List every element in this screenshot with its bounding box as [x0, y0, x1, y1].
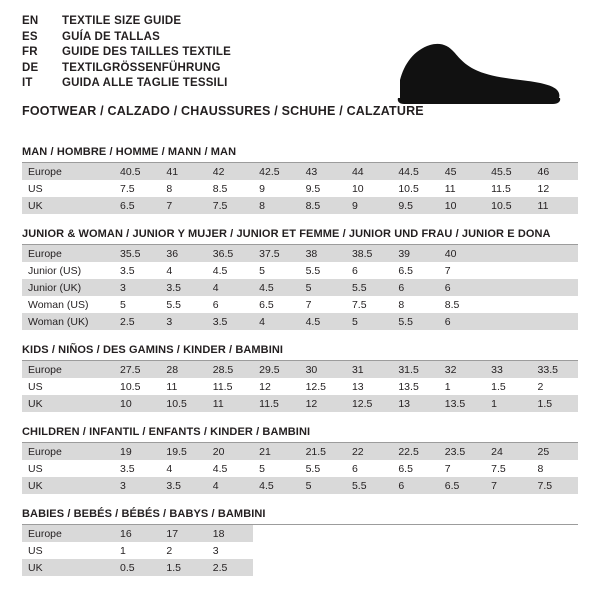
row-label: Junior (US) — [22, 262, 114, 279]
cell: 10 — [439, 197, 485, 214]
cell: 30 — [300, 361, 346, 378]
cell: 2.5 — [114, 313, 160, 330]
cell: 43 — [300, 163, 346, 180]
size-table-man — [22, 163, 578, 214]
cell: 6 — [207, 296, 253, 313]
cell: 8 — [253, 197, 299, 214]
table-row — [22, 477, 578, 494]
cell: 28 — [160, 361, 206, 378]
cell-empty — [300, 542, 346, 559]
block-title: BABIES / BEBÉS / BÉBÉS / BABYS / BAMBINI — [22, 508, 578, 525]
cell: 7.5 — [485, 460, 531, 477]
cell: 28.5 — [207, 361, 253, 378]
cell: 44 — [346, 163, 392, 180]
cell-empty — [346, 525, 392, 542]
cell-empty — [439, 525, 485, 542]
row-label: Europe — [22, 525, 114, 542]
table-row — [22, 313, 578, 330]
language-code: DE — [22, 61, 39, 74]
cell: 10.5 — [392, 180, 438, 197]
row-label: Europe — [22, 443, 114, 460]
size-table-body — [22, 245, 578, 330]
table-row — [22, 262, 578, 279]
cell: 7.5 — [532, 477, 578, 494]
cell: 6.5 — [253, 296, 299, 313]
cell: 7 — [439, 460, 485, 477]
row-label: Junior (UK) — [22, 279, 114, 296]
cell: 37.5 — [253, 245, 299, 262]
size-blocks — [22, 146, 578, 576]
cell: 11 — [532, 197, 578, 214]
cell: 33.5 — [532, 361, 578, 378]
row-label: US — [22, 180, 114, 197]
cell: 1.5 — [532, 395, 578, 412]
cell: 6.5 — [439, 477, 485, 494]
table-row — [22, 525, 578, 542]
table-row — [22, 542, 578, 559]
cell: 40 — [439, 245, 485, 262]
cell — [532, 296, 578, 313]
cell: 5.5 — [392, 313, 438, 330]
cell: 39 — [392, 245, 438, 262]
cell: 7 — [160, 197, 206, 214]
cell: 45.5 — [485, 163, 531, 180]
cell: 3.5 — [160, 477, 206, 494]
cell — [532, 279, 578, 296]
cell: 4 — [160, 460, 206, 477]
cell: 12 — [253, 378, 299, 395]
cell: 1 — [485, 395, 531, 412]
cell: 17 — [160, 525, 206, 542]
cell: 13.5 — [439, 395, 485, 412]
language-code: ES — [22, 30, 38, 43]
cell: 4.5 — [253, 279, 299, 296]
language-title-list-body — [22, 16, 231, 94]
cell — [485, 313, 531, 330]
cell-empty — [392, 559, 438, 576]
language-row — [22, 63, 231, 79]
cell: 6.5 — [114, 197, 160, 214]
cell: 13.5 — [392, 378, 438, 395]
cell: 10 — [114, 395, 160, 412]
cell: 6 — [346, 460, 392, 477]
cell-empty — [253, 542, 299, 559]
size-table-body — [22, 443, 578, 494]
cell-empty — [485, 559, 531, 576]
size-table-body — [22, 163, 578, 214]
cell: 3 — [114, 477, 160, 494]
cell — [532, 262, 578, 279]
cell: 5 — [114, 296, 160, 313]
cell: 38.5 — [346, 245, 392, 262]
cell: 32 — [439, 361, 485, 378]
cell: 6.5 — [392, 262, 438, 279]
cell: 5 — [346, 313, 392, 330]
cell — [485, 262, 531, 279]
cell: 8.5 — [439, 296, 485, 313]
cell: 27.5 — [114, 361, 160, 378]
cell-empty — [253, 559, 299, 576]
cell: 8.5 — [300, 197, 346, 214]
table-row — [22, 443, 578, 460]
size-block-man — [22, 146, 578, 214]
cell: 3.5 — [114, 262, 160, 279]
cell: 4.5 — [207, 262, 253, 279]
cell: 21 — [253, 443, 299, 460]
cell: 7 — [485, 477, 531, 494]
size-table-children — [22, 443, 578, 494]
row-label: Europe — [22, 163, 114, 180]
cell: 3.5 — [114, 460, 160, 477]
cell: 6 — [392, 477, 438, 494]
cell: 1 — [439, 378, 485, 395]
cell: 7.5 — [346, 296, 392, 313]
cell: 12 — [532, 180, 578, 197]
cell-empty — [532, 525, 578, 542]
language-code: IT — [22, 77, 33, 89]
cell: 6 — [439, 279, 485, 296]
cell: 13 — [346, 378, 392, 395]
row-label: Europe — [22, 245, 114, 262]
cell-empty — [485, 542, 531, 559]
cell: 8 — [160, 180, 206, 197]
cell: 12.5 — [300, 378, 346, 395]
cell: 31 — [346, 361, 392, 378]
row-label: UK — [22, 559, 114, 576]
cell: 1 — [114, 542, 160, 559]
row-label: Europe — [22, 361, 114, 378]
cell: 11 — [160, 378, 206, 395]
block-title: JUNIOR & WOMAN / JUNIOR Y MUJER / JUNIOR ET FEMME / JUNIOR UND FRAU / JUNIOR E DONA — [22, 228, 578, 245]
cell: 5.5 — [346, 477, 392, 494]
language-row — [22, 32, 231, 48]
cell: 10 — [346, 180, 392, 197]
cell — [532, 313, 578, 330]
language-title: TEXTILE SIZE GUIDE — [62, 15, 182, 27]
cell: 44.5 — [392, 163, 438, 180]
size-block-kids — [22, 344, 578, 412]
table-row — [22, 395, 578, 412]
cell: 5 — [253, 460, 299, 477]
row-label: UK — [22, 395, 114, 412]
size-block-babies — [22, 508, 578, 576]
cell-empty — [300, 559, 346, 576]
table-row — [22, 296, 578, 313]
cell: 22 — [346, 443, 392, 460]
language-code: FR — [22, 46, 38, 58]
table-row — [22, 180, 578, 197]
row-label: US — [22, 378, 114, 395]
cell: 11.5 — [253, 395, 299, 412]
cell: 6 — [439, 313, 485, 330]
block-title: KIDS / NIÑOS / DES GAMINS / KINDER / BAMBINI — [22, 344, 578, 361]
language-title: GUIDA ALLE TAGLIE TESSILI — [62, 77, 228, 89]
language-title: GUIDE DES TAILLES TEXTILE — [62, 46, 231, 58]
cell: 42.5 — [253, 163, 299, 180]
cell: 11.5 — [485, 180, 531, 197]
document-header — [22, 16, 578, 116]
language-row — [22, 78, 231, 94]
cell: 40.5 — [114, 163, 160, 180]
language-row — [22, 16, 231, 32]
cell: 9 — [253, 180, 299, 197]
cell: 35.5 — [114, 245, 160, 262]
row-label: US — [22, 542, 114, 559]
cell: 5.5 — [300, 262, 346, 279]
cell: 4.5 — [253, 477, 299, 494]
cell: 36.5 — [207, 245, 253, 262]
language-row — [22, 47, 231, 63]
cell: 25 — [532, 443, 578, 460]
size-block-junior-woman — [22, 228, 578, 330]
cell — [485, 279, 531, 296]
size-table-junior-woman — [22, 245, 578, 330]
language-title-list — [22, 16, 231, 94]
cell — [532, 245, 578, 262]
language-code: EN — [22, 15, 39, 27]
size-table-babies — [22, 525, 578, 576]
size-block-children — [22, 426, 578, 494]
cell: 5 — [300, 477, 346, 494]
language-title: TEXTILGRÖSSENFÜHRUNG — [62, 61, 221, 74]
cell-empty — [392, 542, 438, 559]
cell: 4 — [207, 477, 253, 494]
cell: 5 — [300, 279, 346, 296]
table-row — [22, 361, 578, 378]
cell: 2 — [532, 378, 578, 395]
cell — [485, 245, 531, 262]
cell-empty — [485, 525, 531, 542]
language-title: GUÍA DE TALLAS — [62, 30, 160, 43]
cell: 20 — [207, 443, 253, 460]
cell: 8.5 — [207, 180, 253, 197]
cell: 10.5 — [485, 197, 531, 214]
cell: 1.5 — [485, 378, 531, 395]
cell-empty — [392, 525, 438, 542]
cell-empty — [300, 525, 346, 542]
cell: 7.5 — [207, 197, 253, 214]
table-row — [22, 460, 578, 477]
size-table-kids — [22, 361, 578, 412]
table-row — [22, 197, 578, 214]
cell: 5.5 — [300, 460, 346, 477]
cell: 36 — [160, 245, 206, 262]
cell: 46 — [532, 163, 578, 180]
table-row — [22, 559, 578, 576]
cell: 0.5 — [114, 559, 160, 576]
cell-empty — [439, 559, 485, 576]
cell: 6 — [392, 279, 438, 296]
cell: 8 — [392, 296, 438, 313]
cell: 1.5 — [160, 559, 206, 576]
cell: 4.5 — [300, 313, 346, 330]
cell: 33 — [485, 361, 531, 378]
cell-empty — [346, 542, 392, 559]
size-table-body — [22, 525, 578, 576]
cell-empty — [439, 542, 485, 559]
cell: 12.5 — [346, 395, 392, 412]
cell-empty — [346, 559, 392, 576]
cell-empty — [253, 525, 299, 542]
cell: 3 — [207, 542, 253, 559]
cell: 22.5 — [392, 443, 438, 460]
cell: 7 — [439, 262, 485, 279]
cell: 3.5 — [160, 279, 206, 296]
cell: 3.5 — [207, 313, 253, 330]
cell — [485, 296, 531, 313]
cell: 11.5 — [207, 378, 253, 395]
block-title: CHILDREN / INFANTIL / ENFANTS / KINDER / BAMBINI — [22, 426, 578, 443]
table-row — [22, 378, 578, 395]
row-label: Woman (US) — [22, 296, 114, 313]
block-title: MAN / HOMBRE / HOMME / MANN / MAN — [22, 146, 578, 163]
cell: 4 — [253, 313, 299, 330]
cell: 38 — [300, 245, 346, 262]
cell-empty — [532, 542, 578, 559]
cell: 16 — [114, 525, 160, 542]
cell: 31.5 — [392, 361, 438, 378]
cell-empty — [532, 559, 578, 576]
cell: 41 — [160, 163, 206, 180]
cell: 4.5 — [207, 460, 253, 477]
cell: 4 — [160, 262, 206, 279]
cell: 42 — [207, 163, 253, 180]
cell: 19 — [114, 443, 160, 460]
cell: 18 — [207, 525, 253, 542]
row-label: UK — [22, 477, 114, 494]
cell: 9.5 — [392, 197, 438, 214]
cell: 45 — [439, 163, 485, 180]
cell: 9 — [346, 197, 392, 214]
cell: 23.5 — [439, 443, 485, 460]
cell: 12 — [300, 395, 346, 412]
cell: 5 — [253, 262, 299, 279]
cell: 29.5 — [253, 361, 299, 378]
table-row — [22, 163, 578, 180]
cell: 3 — [114, 279, 160, 296]
row-label: Woman (UK) — [22, 313, 114, 330]
cell: 8 — [532, 460, 578, 477]
cell: 11 — [439, 180, 485, 197]
cell: 5.5 — [160, 296, 206, 313]
row-label: UK — [22, 197, 114, 214]
cell: 11 — [207, 395, 253, 412]
size-table-body — [22, 361, 578, 412]
cell: 6.5 — [392, 460, 438, 477]
cell: 4 — [207, 279, 253, 296]
category-title: FOOTWEAR / CALZADO / CHAUSSURES / SCHUHE / CALZATURE — [22, 103, 424, 118]
cell: 7.5 — [114, 180, 160, 197]
cell: 19.5 — [160, 443, 206, 460]
dress-shoe-icon — [388, 36, 568, 108]
cell: 10.5 — [160, 395, 206, 412]
cell: 2.5 — [207, 559, 253, 576]
cell: 24 — [485, 443, 531, 460]
cell: 13 — [392, 395, 438, 412]
cell: 6 — [346, 262, 392, 279]
cell: 3 — [160, 313, 206, 330]
cell: 21.5 — [300, 443, 346, 460]
cell: 7 — [300, 296, 346, 313]
row-label: US — [22, 460, 114, 477]
cell: 2 — [160, 542, 206, 559]
cell: 5.5 — [346, 279, 392, 296]
table-row — [22, 245, 578, 262]
table-row — [22, 279, 578, 296]
cell: 9.5 — [300, 180, 346, 197]
cell: 10.5 — [114, 378, 160, 395]
